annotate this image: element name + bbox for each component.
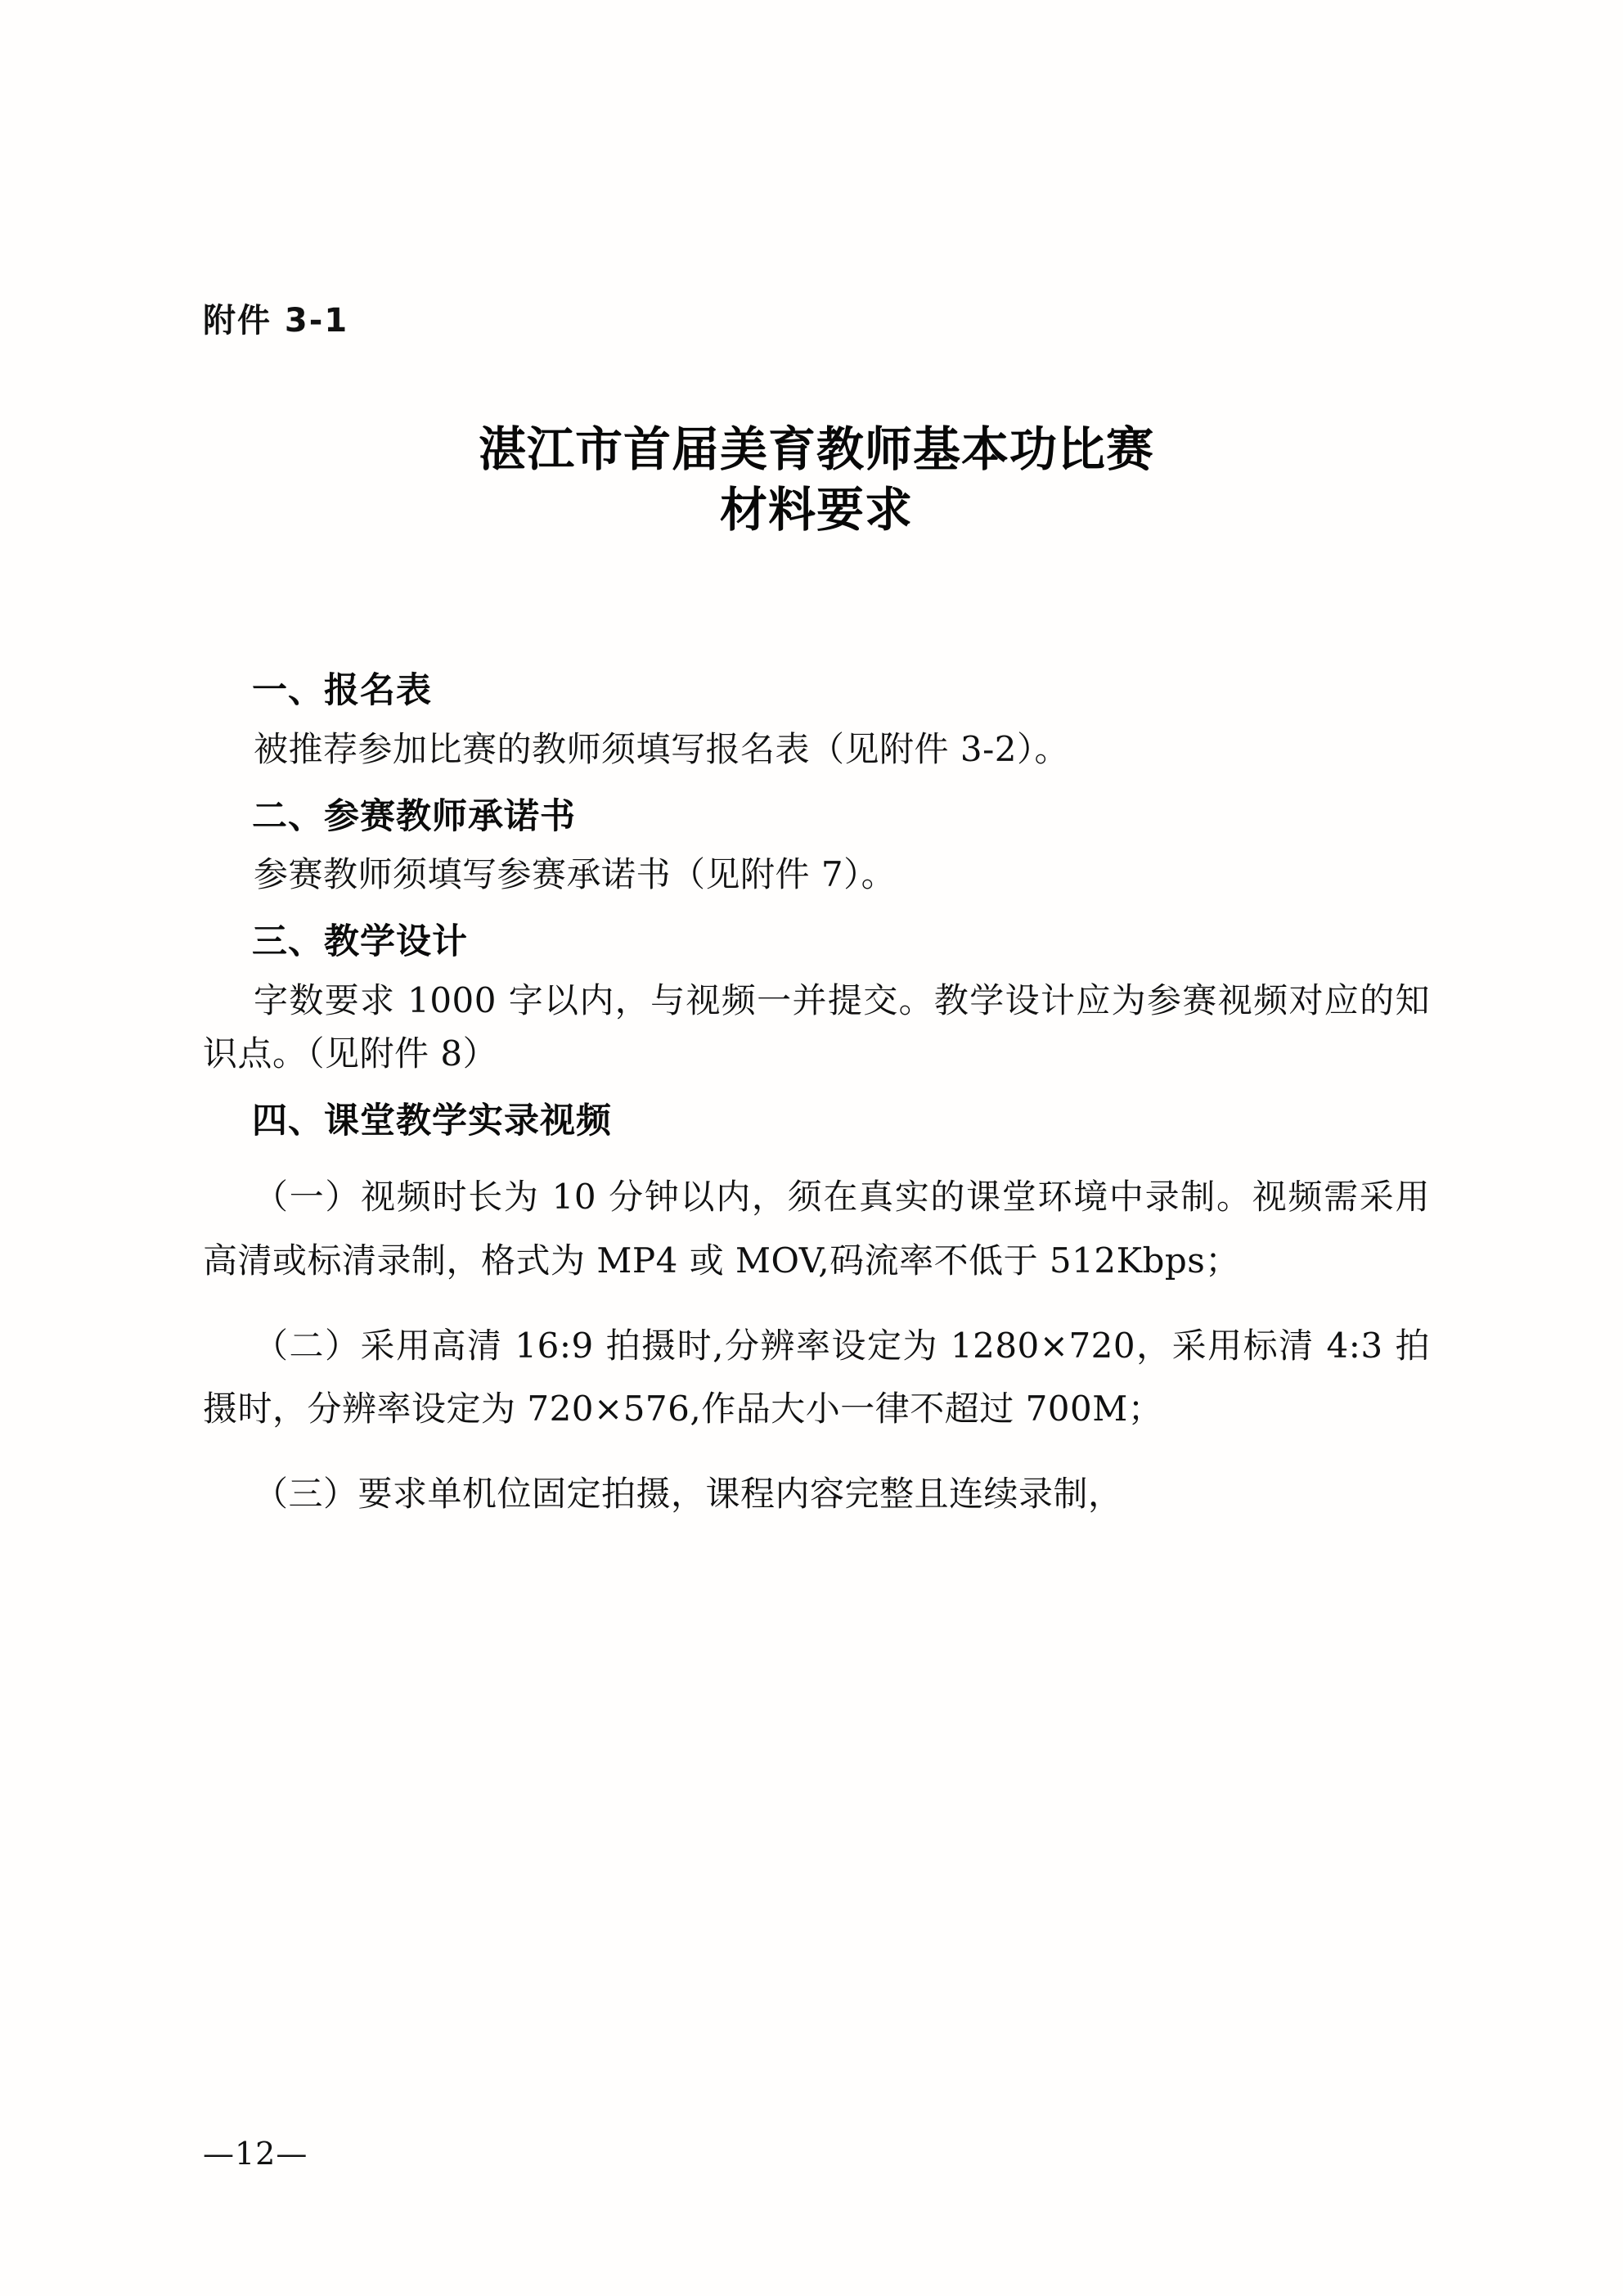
section-2-paragraph-1: 参赛教师须填写参赛承诺书（见附件 7）。 [254, 854, 897, 895]
attachment-label: 附件 3-1 [203, 302, 349, 340]
section-heading-2: 二、参赛教师承诺书 [252, 795, 576, 837]
spacer [203, 1152, 1430, 1165]
document-body [203, 664, 1430, 1547]
section-heading-3: 三、教学设计 [252, 921, 468, 963]
title-line-1: 湛江市首届美育教师基本功比赛 [478, 421, 1154, 477]
page-title [203, 419, 1430, 540]
section-4-paragraph-1: （一）视频时长为 10 分钟以内，须在真实的课堂环境中录制。视频需采用高清或标清录制，格式为 MP4 或 MOV,码流率不低于 512Kbps； [203, 1177, 1430, 1281]
page-number: —12— [203, 2136, 308, 2172]
section-4-paragraph-2: （二）采用高清 16:9 拍摄时,分辨率设定为 1280×720，采用标清 4:3 拍摄时，分辨率设定为 720×576,作品大小一律不超过 700M； [203, 1325, 1430, 1429]
section-heading-4: 四、课堂教学实录视频 [252, 1100, 612, 1141]
section-3-paragraph-1: 字数要求 1000 字以内，与视频一并提交。教学设计应为参赛视频对应的知识点。（见附件 8） [203, 979, 1430, 1074]
section-1-paragraph-1: 被推荐参加比赛的教师须填写报名表（见附件 3-2）。 [254, 728, 1069, 769]
title-line-2: 材料要求 [719, 482, 913, 538]
section-4-paragraph-3: （三）要求单机位固定拍摄，课程内容完整且连续录制， [254, 1474, 1123, 1515]
section-heading-1: 一、报名表 [252, 670, 432, 711]
